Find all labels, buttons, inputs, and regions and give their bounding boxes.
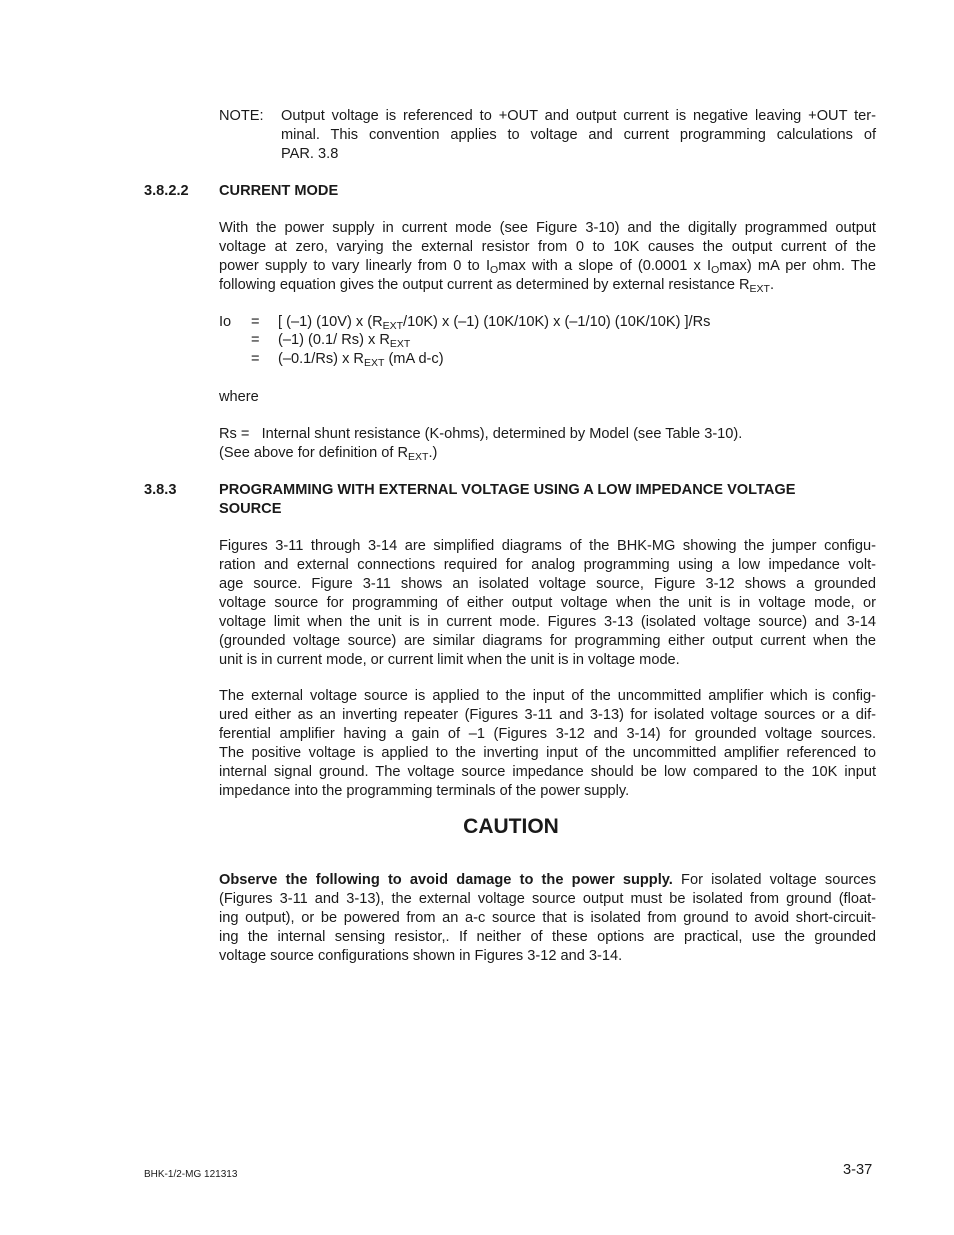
equation-rhs <box>278 331 410 350</box>
footer-doc-id: BHK-1/2-MG 121313 <box>144 1169 238 1180</box>
subscript: EXT <box>389 338 411 350</box>
text-run: (See above for definition of R <box>219 445 409 461</box>
text-run: For isolated voltage sources <box>672 872 876 888</box>
text-run: /10K) x (–1) (10K/10K) x (–1/10) (10K/10K) ]/Rs <box>403 314 711 330</box>
section-title: PROGRAMMING WITH EXTERNAL VOLTAGE USING A LOW IMPEDANCE VOLTAGE <box>219 482 796 498</box>
paragraph-line: impedance into the programming terminals of the power supply. <box>219 783 630 799</box>
paragraph-line: internal signal ground. The voltage source impedance should be low compared to the 10K input <box>219 764 876 780</box>
text-run: (–0.1/Rs) x R <box>278 351 364 367</box>
paragraph-line <box>219 257 876 276</box>
equation-equals: = <box>251 332 260 348</box>
paragraph-line: ing the internal sensing resistor,. If neither of these options are practical, use the grounded <box>219 929 876 945</box>
subscript: O <box>490 264 499 276</box>
text-run: max) mA per ohm. The <box>719 258 877 274</box>
subscript: EXT <box>408 451 429 463</box>
equation-lhs: Io <box>219 314 232 330</box>
text-run: following equation gives the output current as determined by external resistance R <box>219 277 750 293</box>
caution-paragraph <box>219 871 876 966</box>
note-line: PAR. 3.8 <box>281 146 339 162</box>
subscript: EXT <box>363 357 385 369</box>
caution-lead: Observe the following to avoid damage to the power supply. <box>219 872 673 888</box>
subscript: O <box>711 264 720 276</box>
paragraph-line: voltage limit when the unit is in current mode. Figures 3-13 (isolated voltage source) and 3-14 <box>219 614 876 630</box>
paragraph-line: voltage at zero, varying the external resistor from 0 to 10K causes the output current of the <box>219 239 876 255</box>
text-run: . <box>769 277 775 293</box>
where-text: where <box>219 389 259 405</box>
paragraph-line: ration and external connections required for analog programming using a low impedance volt- <box>219 557 876 573</box>
paragraph-line: Figures 3-11 through 3-14 are simplified diagrams of the BHK-MG showing the jumper configu- <box>219 538 876 554</box>
note-line: Output voltage is referenced to +OUT and output current is negative leaving +OUT ter- <box>281 108 876 124</box>
text-run: (–1) (0.1/ Rs) x R <box>278 332 390 348</box>
caution-heading: CAUTION <box>463 815 559 838</box>
paragraph-voltage-source <box>219 687 876 801</box>
paragraph-line: voltage source configurations shown in Figures 3-12 and 3-14. <box>219 948 623 964</box>
paragraph-line: The positive voltage is applied to the inverting input of the uncommitted amplifier referenced to <box>219 745 876 761</box>
section-title: SOURCE <box>219 501 282 517</box>
text-run: max with a slope of (0.0001 x I <box>498 258 712 274</box>
paragraph-line: (grounded voltage source) are similar diagrams for programming either output current when the <box>219 633 876 649</box>
current-mode-paragraph <box>219 219 876 295</box>
text-run: .) <box>428 445 438 461</box>
paragraph-line: The external voltage source is applied to the input of the uncommitted amplifier which is config- <box>219 688 876 704</box>
equation-equals: = <box>251 351 260 367</box>
note-text <box>281 107 876 164</box>
paragraph-line <box>219 871 876 890</box>
paragraph-line: voltage source for programming of either output voltage when the unit is in voltage mode, or <box>219 595 876 611</box>
paragraph-line: ing output), or be powered from an a-c source that is isolated from ground to avoid short-circuit- <box>219 910 876 926</box>
paragraph-line: unit is in current mode, or current limit when the unit is in voltage mode. <box>219 652 680 668</box>
paragraph-figures <box>219 537 876 670</box>
text-run: power supply to vary linearly from 0 to I <box>219 258 491 274</box>
section-number: 3.8.3 <box>144 482 177 498</box>
equation-rhs <box>278 313 710 332</box>
definition-line <box>219 444 437 463</box>
page-number: 3-37 <box>843 1162 873 1178</box>
equation-equals: = <box>251 314 260 330</box>
paragraph-line: With the power supply in current mode (see Figure 3-10) and the digitally programmed output <box>219 220 876 236</box>
section-number: 3.8.2.2 <box>144 183 189 199</box>
section-title: CURRENT MODE <box>219 183 339 199</box>
note-label: NOTE: <box>219 108 264 124</box>
subscript: EXT <box>749 283 770 295</box>
paragraph-line <box>219 276 876 295</box>
text-run: (mA d-c) <box>384 351 444 367</box>
subscript: EXT <box>382 320 404 332</box>
note-line: minal. This convention applies to voltage and current programming calculations of <box>281 127 876 143</box>
paragraph-line: ured either as an inverting repeater (Figures 3-11 and 3-13) for isolated voltage sources or a dif- <box>219 707 876 723</box>
text-run: [ (–1) (10V) x (R <box>278 314 383 330</box>
paragraph-line: age source. Figure 3-11 shows an isolated voltage source, Figure 3-12 shows a grounded <box>219 576 876 592</box>
equation-rhs <box>278 350 444 369</box>
paragraph-line: ferential amplifier having a gain of –1 (Figures 3-12 and 3-14) for grounded voltage sources. <box>219 726 876 742</box>
paragraph-line: (Figures 3-11 and 3-13), the external voltage source output must be isolated from ground (float- <box>219 891 876 907</box>
definition-line: Rs = Internal shunt resistance (K-ohms), determined by Model (see Table 3-10). <box>219 426 743 442</box>
